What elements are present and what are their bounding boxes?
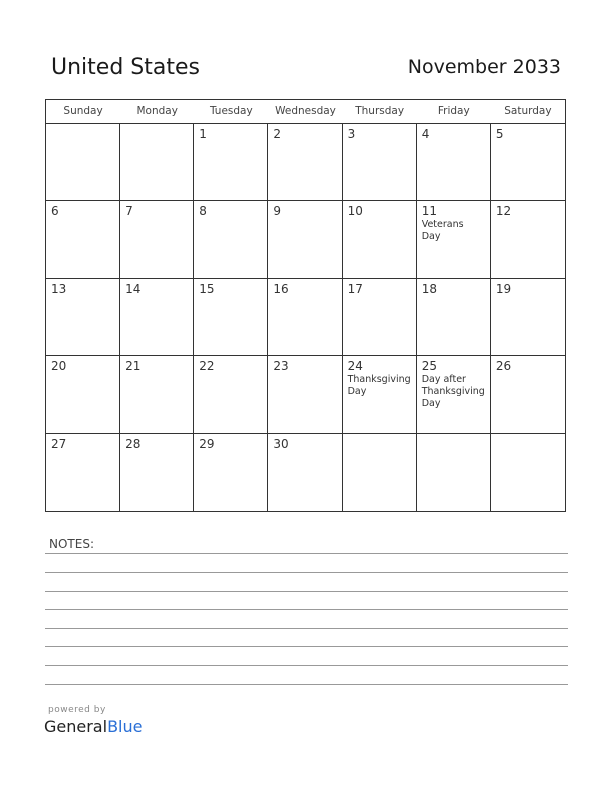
day-number: 16	[273, 281, 289, 296]
day-number: 17	[347, 281, 363, 296]
day-number: 8	[199, 204, 207, 219]
day-cell	[268, 356, 342, 433]
weekday-label: Sunday	[63, 105, 103, 117]
day-number: 20	[51, 359, 67, 374]
day-cell	[417, 201, 491, 278]
day-cell	[491, 201, 565, 278]
day-number: 14	[125, 281, 141, 296]
day-number: 30	[273, 436, 289, 451]
day-number: 15	[199, 281, 215, 296]
day-cell	[194, 124, 268, 201]
day-cell	[343, 279, 417, 356]
day-number: 28	[125, 436, 141, 451]
day-number: 21	[125, 359, 141, 374]
day-cell	[417, 434, 491, 511]
day-number: 9	[273, 204, 282, 219]
day-cell	[120, 434, 194, 511]
calendar-days	[46, 124, 565, 511]
day-cell	[120, 124, 194, 201]
weekday-label: Thursday	[355, 105, 405, 117]
day-cell	[343, 124, 417, 201]
day-number: 18	[421, 281, 437, 296]
day-number: 5	[495, 127, 504, 141]
day-number: 19	[495, 281, 512, 296]
day-cell	[491, 124, 565, 201]
day-cell	[46, 124, 120, 201]
day-number: 22	[199, 359, 215, 374]
day-cell	[268, 434, 342, 511]
brand-part-blue: Blue	[107, 717, 143, 736]
day-cell	[194, 201, 268, 278]
day-number: 4	[421, 127, 430, 141]
notes-line	[45, 628, 568, 629]
day-number: 2	[273, 127, 282, 141]
notes-line	[45, 591, 568, 592]
notes-line	[45, 572, 568, 573]
day-cell	[268, 124, 342, 201]
day-number: 11	[421, 204, 437, 219]
day-cell	[120, 356, 194, 433]
day-cell	[491, 279, 565, 356]
day-number: 29	[199, 436, 215, 451]
day-cell	[46, 201, 120, 278]
day-number: 6	[51, 204, 59, 219]
country-title: United States	[51, 55, 200, 80]
weekday-label: Tuesday	[209, 105, 253, 117]
day-number: 26	[495, 359, 512, 374]
calendar-grid	[45, 99, 566, 512]
day-number: 13	[51, 281, 67, 296]
month-title: November 2033	[407, 56, 561, 78]
notes-line	[45, 646, 568, 647]
powered-by-text: powered by	[48, 705, 106, 715]
weekday-label: Monday	[136, 105, 178, 117]
day-cell	[343, 201, 417, 278]
day-cell	[194, 279, 268, 356]
notes-label: NOTES:	[49, 537, 94, 551]
day-cell	[417, 124, 491, 201]
holiday-label: Day after Thanksgiving Day	[421, 374, 485, 410]
day-number: 3	[347, 127, 356, 141]
day-cell	[268, 201, 342, 278]
day-number: 23	[273, 359, 289, 374]
day-cell	[120, 279, 194, 356]
notes-line	[45, 684, 568, 685]
day-cell	[46, 279, 120, 356]
day-number: 25	[421, 359, 437, 374]
weekday-header	[46, 100, 565, 124]
day-number: 24	[347, 359, 363, 374]
day-cell	[491, 356, 565, 433]
day-cell	[417, 356, 491, 433]
day-number: 10	[347, 204, 363, 219]
generalblue-logo	[44, 717, 142, 736]
notes-line	[45, 609, 568, 610]
day-cell	[194, 434, 268, 511]
day-number: 12	[495, 204, 512, 219]
holiday-label: Thanksgiving Day	[347, 374, 411, 398]
day-cell	[343, 434, 417, 511]
day-number: 1	[199, 127, 207, 141]
weekday-label: Saturday	[504, 105, 552, 117]
weekday-label: Wednesday	[275, 105, 336, 117]
day-number: 27	[51, 436, 67, 451]
day-cell	[417, 279, 491, 356]
day-cell	[268, 279, 342, 356]
brand-part-general: General	[44, 717, 108, 736]
weekday-label: Friday	[437, 105, 470, 117]
day-cell	[343, 356, 417, 433]
holiday-label: Veterans Day	[421, 219, 464, 243]
day-cell	[120, 201, 194, 278]
day-cell	[491, 434, 565, 511]
notes-line	[45, 553, 568, 554]
day-cell	[46, 356, 120, 433]
notes-line	[45, 665, 568, 666]
day-cell	[194, 356, 268, 433]
day-number: 7	[125, 204, 133, 219]
day-cell	[46, 434, 120, 511]
